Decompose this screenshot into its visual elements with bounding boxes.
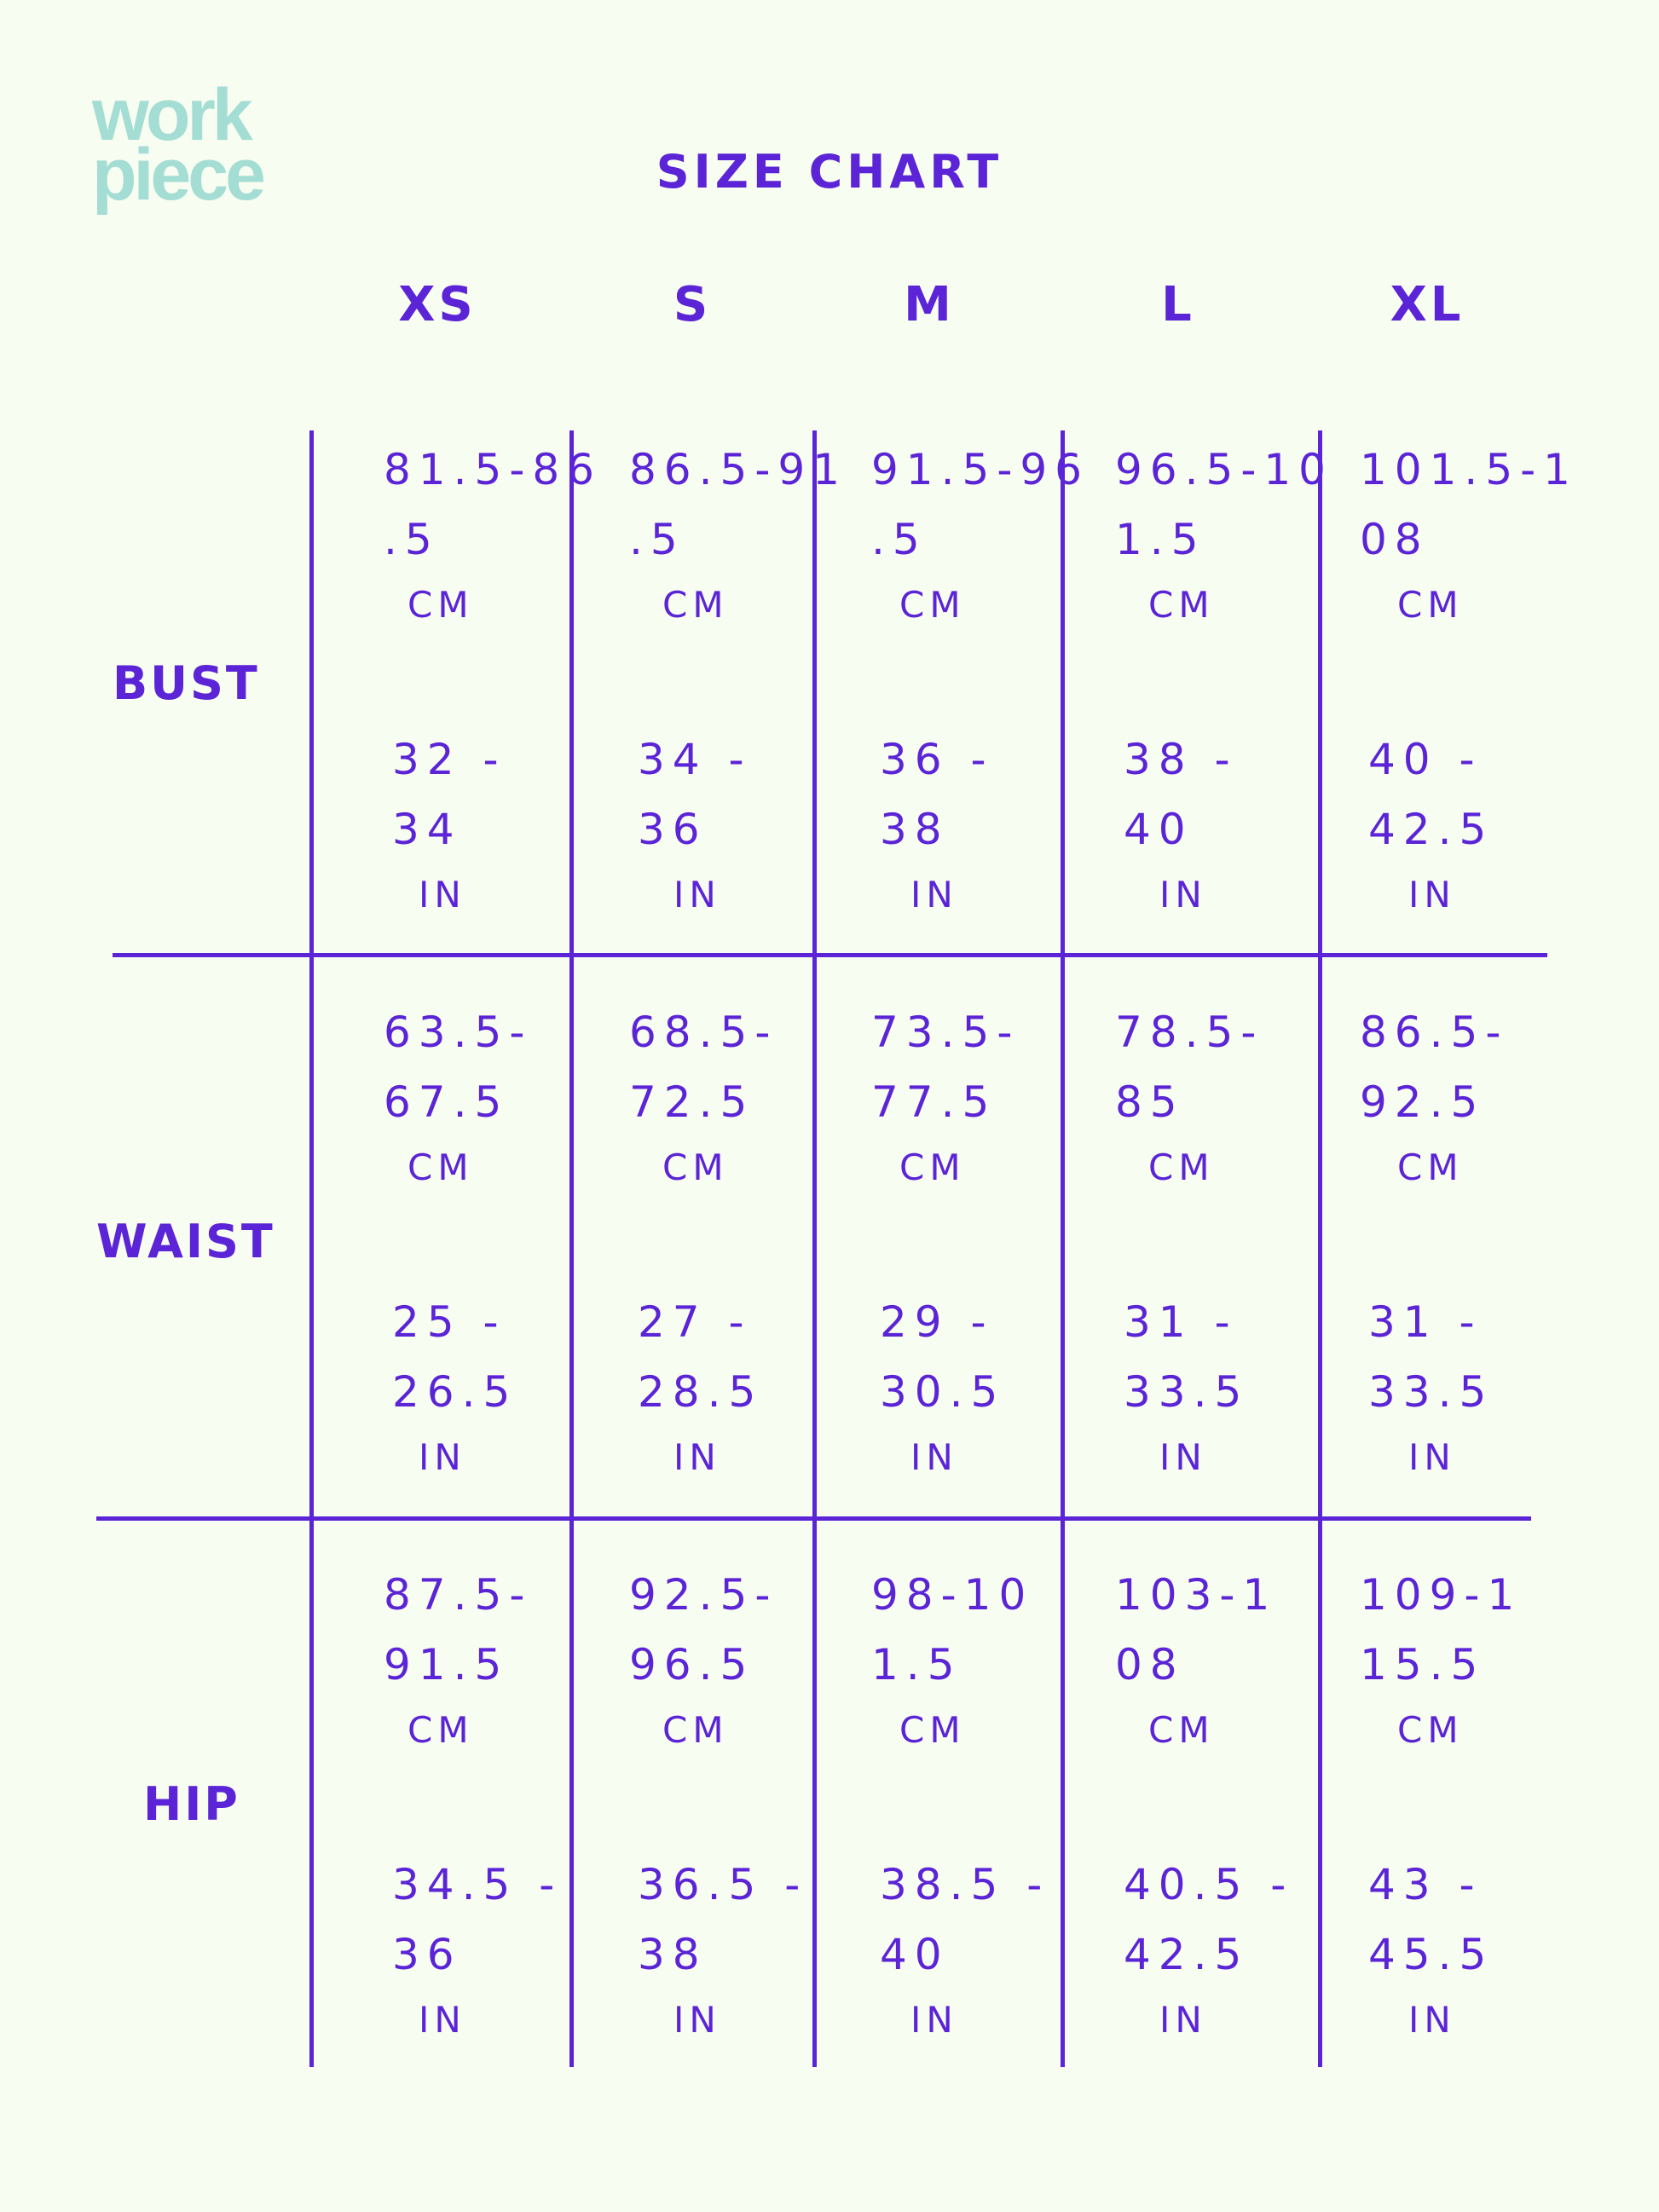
brand-logo-line1: work: [92, 74, 250, 156]
in-unit-label: IN: [419, 1436, 466, 1478]
cm-value: 68.5- 72.5: [629, 1008, 778, 1127]
in-value: 25 - 26.5: [392, 1297, 518, 1417]
in-value: 38 - 40: [1124, 735, 1238, 854]
cm-value: 81.5-86 .5: [384, 445, 602, 564]
cm-unit-label: CM: [408, 1146, 474, 1188]
row-label-waist: WAIST: [96, 1215, 275, 1268]
in-unit-label: IN: [910, 1999, 958, 2041]
in-unit-label: IN: [673, 1999, 721, 2041]
cm-value: 63.5- 67.5: [384, 1008, 533, 1127]
size-header-xs: XS: [398, 277, 477, 332]
cm-unit-label: CM: [1397, 1146, 1464, 1188]
cm-value: 96.5-10 1.5: [1115, 445, 1333, 564]
cm-unit-label: CM: [1397, 584, 1464, 626]
row-divider: [96, 1516, 1531, 1521]
in-unit-label: IN: [1159, 1999, 1207, 2041]
cm-value: 101.5-1 08: [1360, 445, 1578, 564]
column-divider: [569, 430, 574, 2067]
cm-unit-label: CM: [1148, 1146, 1215, 1188]
in-value: 27 - 28.5: [638, 1297, 764, 1417]
column-divider: [1061, 430, 1065, 2067]
cm-value: 91.5-96 .5: [871, 445, 1090, 564]
page-title: SIZE CHART: [656, 145, 1003, 199]
in-unit-label: IN: [910, 874, 958, 915]
row-divider: [113, 953, 1547, 957]
row-label-bust: BUST: [113, 656, 260, 710]
in-value: 43 - 45.5: [1368, 1860, 1494, 1979]
in-unit-label: IN: [1408, 1999, 1456, 2041]
in-unit-label: IN: [419, 1999, 466, 2041]
cm-value: 73.5- 77.5: [871, 1008, 1020, 1127]
in-unit-label: IN: [1159, 874, 1207, 915]
cm-unit-label: CM: [662, 1709, 729, 1751]
in-value: 31 - 33.5: [1124, 1297, 1250, 1417]
brand-logo-line2: piece: [92, 134, 263, 216]
in-value: 34 - 36: [638, 735, 752, 854]
cm-unit-label: CM: [408, 584, 474, 626]
cm-value: 92.5- 96.5: [629, 1570, 778, 1689]
cm-value: 78.5- 85: [1115, 1008, 1264, 1127]
cm-unit-label: CM: [899, 584, 966, 626]
column-divider: [1318, 430, 1322, 2067]
cm-unit-label: CM: [408, 1709, 474, 1751]
cm-unit-label: CM: [662, 1146, 729, 1188]
cm-unit-label: CM: [1148, 1709, 1215, 1751]
in-value: 38.5 - 40: [880, 1860, 1050, 1979]
column-divider: [309, 430, 314, 2067]
row-label-hip: HIP: [143, 1777, 240, 1831]
in-unit-label: IN: [419, 874, 466, 915]
cm-unit-label: CM: [662, 584, 729, 626]
in-unit-label: IN: [673, 874, 721, 915]
in-value: 36.5 - 38: [638, 1860, 808, 1979]
in-unit-label: IN: [1159, 1436, 1207, 1478]
size-header-s: S: [673, 277, 712, 332]
in-value: 34.5 - 36: [392, 1860, 563, 1979]
in-value: 29 - 30.5: [880, 1297, 1006, 1417]
in-unit-label: IN: [1408, 874, 1456, 915]
in-unit-label: IN: [1408, 1436, 1456, 1478]
cm-value: 103-1 08: [1115, 1570, 1278, 1689]
size-header-l: L: [1161, 277, 1195, 332]
cm-unit-label: CM: [1397, 1709, 1464, 1751]
size-header-m: M: [904, 277, 955, 332]
in-value: 40.5 - 42.5: [1124, 1860, 1294, 1979]
cm-value: 87.5- 91.5: [384, 1570, 533, 1689]
column-divider: [812, 430, 817, 2067]
cm-unit-label: CM: [1148, 584, 1215, 626]
in-unit-label: IN: [673, 1436, 721, 1478]
cm-value: 98-10 1.5: [871, 1570, 1034, 1689]
cm-value: 86.5- 92.5: [1360, 1008, 1509, 1127]
in-value: 32 - 34: [392, 735, 506, 854]
size-header-xl: XL: [1390, 277, 1465, 332]
cm-value: 109-1 15.5: [1360, 1570, 1523, 1689]
in-value: 31 - 33.5: [1368, 1297, 1494, 1417]
cm-unit-label: CM: [899, 1146, 966, 1188]
in-value: 40 - 42.5: [1368, 735, 1494, 854]
in-value: 36 - 38: [880, 735, 994, 854]
cm-value: 86.5-91 .5: [629, 445, 847, 564]
in-unit-label: IN: [910, 1436, 958, 1478]
cm-unit-label: CM: [899, 1709, 966, 1751]
